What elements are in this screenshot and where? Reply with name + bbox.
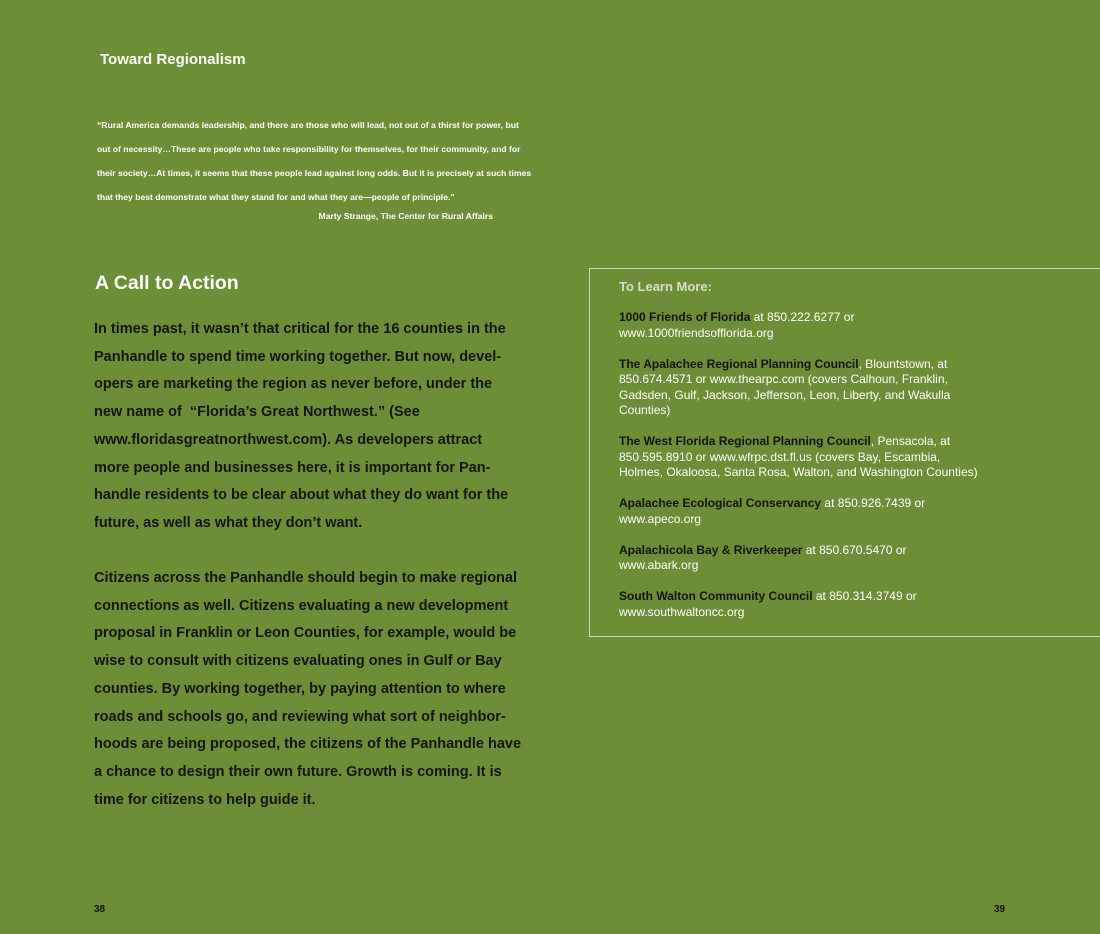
paragraph-line: new name of “Florida’s Great Northwest.” (See — [94, 404, 420, 421]
sidebar-title: To Learn More: — [619, 279, 712, 294]
body-paragraph — [94, 316, 508, 538]
pull-quote — [97, 113, 531, 209]
page-number-right: 39 — [994, 904, 1006, 915]
paragraph-line: proposal in Franklin or Leon Counties, for example, would be — [94, 625, 517, 642]
paragraph-line: roads and schools go, and reviewing what sort of neighbor- — [94, 708, 506, 725]
resource-detail-line: www.abark.org — [619, 558, 699, 572]
page-number-left: 38 — [94, 904, 106, 915]
resource-detail: at 850.670.5470 or — [802, 542, 907, 557]
body-paragraph — [94, 565, 521, 814]
resource-detail-line: Gadsden, Gulf, Jackson, Jefferson, Leon, Liberty, and Wakulla — [619, 387, 951, 402]
resource-detail-line: Counties) — [619, 403, 671, 417]
paragraph-line: In times past, it wasn’t that critical for the 16 counties in the — [94, 321, 506, 337]
paragraph-line: handle residents to be clear about what they do want for the — [94, 487, 509, 504]
paragraph-line: time for citizens to help guide it. — [94, 791, 316, 808]
resource-detail-line: 850.674.4571 or www.thearpc.com (covers Calhoun, Franklin, — [619, 372, 948, 386]
resource-detail: at 850.314.3749 or — [812, 589, 917, 603]
resource-name: South Walton Community Council — [619, 589, 813, 603]
resource-name: The Apalachee Regional Planning Council — [619, 356, 859, 371]
paragraph-line: connections as well. Citizens evaluating a new development — [94, 597, 509, 614]
resource-detail-line: www.southwaltoncc.org — [619, 604, 745, 619]
resource-entry — [619, 310, 978, 341]
page-heading: A Call to Action — [95, 272, 239, 294]
resource-detail-line: 850.595.8910 or www.wfrpc.dst.fl.us (covers Bay, Escambia, — [619, 449, 941, 464]
paragraph-line: a chance to design their own future. Growth is coming. It is — [94, 763, 502, 780]
quote-attribution: Marty Strange, The Center for Rural Affairs — [318, 211, 493, 221]
resource-entry — [619, 434, 978, 481]
paragraph-line: hoods are being proposed, the citizens of the Panhandle have — [94, 736, 522, 753]
quote-line: that they best demonstrate what they stand for and what they are—people of principle.” — [97, 192, 455, 202]
paragraph-line: www.floridasgreatnorthwest.com). As developers attract — [94, 431, 483, 448]
paragraph-line: counties. By working together, by paying attention to where — [94, 680, 506, 697]
paragraph-line: future, as well as what they don’t want. — [94, 514, 363, 531]
resource-entry — [619, 589, 978, 620]
section-title: Toward Regionalism — [100, 51, 246, 68]
paragraph-line: Citizens across the Panhandle should begin to make regional — [94, 570, 518, 586]
resource-name: Apalachicola Bay & Riverkeeper — [619, 542, 803, 557]
resource-detail-line: www.apeco.org — [619, 511, 702, 526]
paragraph-line: more people and businesses here, it is important for Pan- — [94, 459, 491, 476]
resource-detail: , Blountstown, at — [858, 356, 948, 371]
quote-line: their society…At times, it seems that these people lead against long odds. But it is precisely at such times — [97, 168, 532, 178]
resource-detail: at 850.222.6277 or — [750, 310, 855, 324]
quote-line: out of necessity…These are people who take responsibility for themselves, for their community, and for — [97, 144, 521, 154]
resource-detail: , Pensacola, at — [870, 434, 951, 448]
paragraph-line: wise to consult with citizens evaluating ones in Gulf or Bay — [94, 653, 502, 670]
resource-name: Apalachee Ecological Conservancy — [619, 496, 822, 510]
resource-name: The West Florida Regional Planning Council — [619, 434, 871, 448]
paragraph-line: Panhandle to spend time working together. But now, devel- — [94, 348, 502, 365]
paragraph-line: opers are marketing the region as never before, under the — [94, 376, 493, 393]
quote-line: “Rural America demands leadership, and there are those who will lead, not out of a thirst for power, but — [97, 120, 519, 130]
resource-list — [619, 310, 978, 636]
resource-detail-line: www.1000friendsofflorida.org — [619, 325, 774, 340]
resource-detail: at 850.926.7439 or — [821, 496, 926, 510]
resource-entry — [619, 543, 978, 574]
resource-name: 1000 Friends of Florida — [619, 310, 751, 324]
resource-detail-line: Holmes, Okaloosa, Santa Rosa, Walton, and Washington Counties) — [619, 465, 978, 479]
resource-entry — [619, 496, 978, 527]
resource-entry — [619, 357, 978, 419]
